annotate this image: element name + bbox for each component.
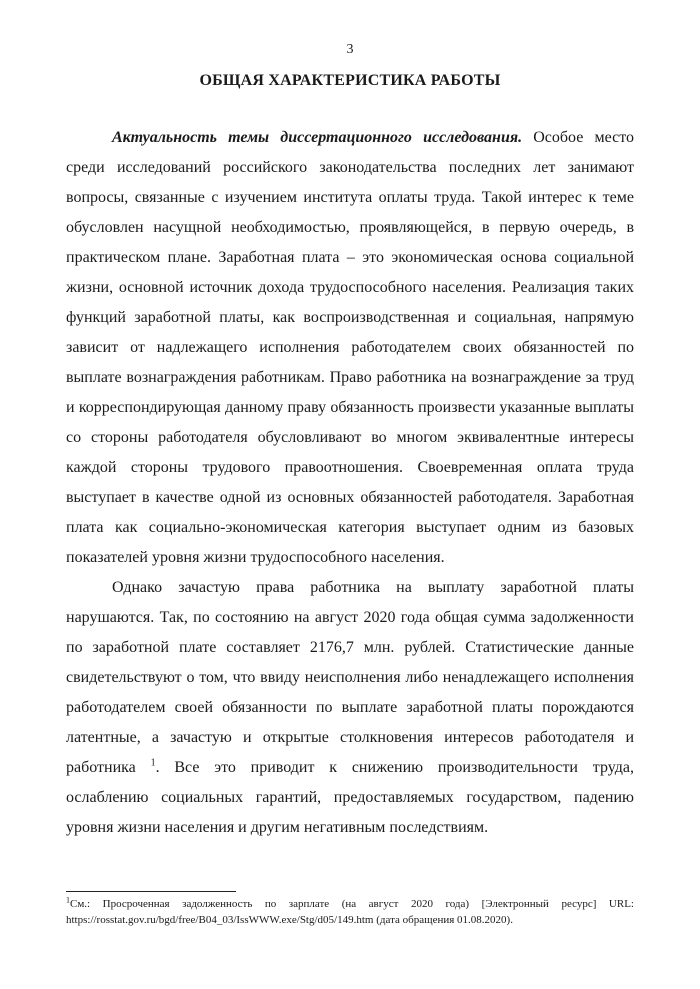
paragraph-lead: Актуальность темы диссертационного исследования. <box>112 129 523 146</box>
paragraph-text: Особое место среди исследований российского законодательства последних лет занимают вопросы, связанные с изучением института оплаты труда. Такой интерес к теме обусловлен насущной необходимостью, проявляющейся, в первую очередь, в практическом плане. Заработная плата – это экономическая основа социальной жизни, основной источник дохода трудоспособного населения. Реализация таких функций заработной платы, как воспроизводственная и социальная, напрямую зависит от надлежащего исполнения работодателем своих обязанностей по выплате вознаграждения работникам. Право работника на вознаграждение за труд и корреспондирующая данному праву обязанность произвести указанные выплаты со стороны работодателя обусловливают во многом эквивалентные интересы каждой стороны трудового правоотношения. Своевременная оплата труда выступает в качестве одной из основных обязанностей работодателя. Заработная плата как социально-экономическая категория выступает одним из базовых показателей уровня жизни трудоспособного населения. <box>66 129 634 566</box>
body-text <box>66 123 634 843</box>
paragraph-text: . Все это приводит к снижению производительности труда, ослаблению социальных гарантий, предоставляемых государством, падению уровня жизни населения и другим негативным последствиям. <box>66 759 634 836</box>
footnote-divider <box>66 891 236 892</box>
paragraph-text: Однако зачастую права работника на выплату заработной платы нарушаются. Так, по состоянию на август 2020 года общая сумма задолженности по заработной плате составляет 2176,7 млн. рублей. Статистические данные свидетельствуют о том, что ввиду неисполнения либо ненадлежащего исполнения работодателем своей обязанности по выплате заработной платы порождаются латентные, а зачастую и открытые столкновения интересов работодателя и работника <box>66 579 634 776</box>
footnote-marker: 1 <box>66 895 70 905</box>
page-title: ОБЩАЯ ХАРАКТЕРИСТИКА РАБОТЫ <box>199 72 501 89</box>
footnote-reference[interactable]: 1 <box>150 757 156 769</box>
footnote <box>66 896 634 928</box>
paragraph-violations <box>66 573 634 843</box>
paragraph-relevance <box>66 123 634 573</box>
footnote-text: См.: Просроченная задолженность по зарплате (на август 2020 года) [Электронный ресурс] URL: https://rosstat.gov.ru/bgd/free/B04_03/IssWWW.exe/Stg/d05/149.htm (дата обращения 01.08.2020). <box>66 898 634 926</box>
page-number: 3 <box>346 42 354 57</box>
